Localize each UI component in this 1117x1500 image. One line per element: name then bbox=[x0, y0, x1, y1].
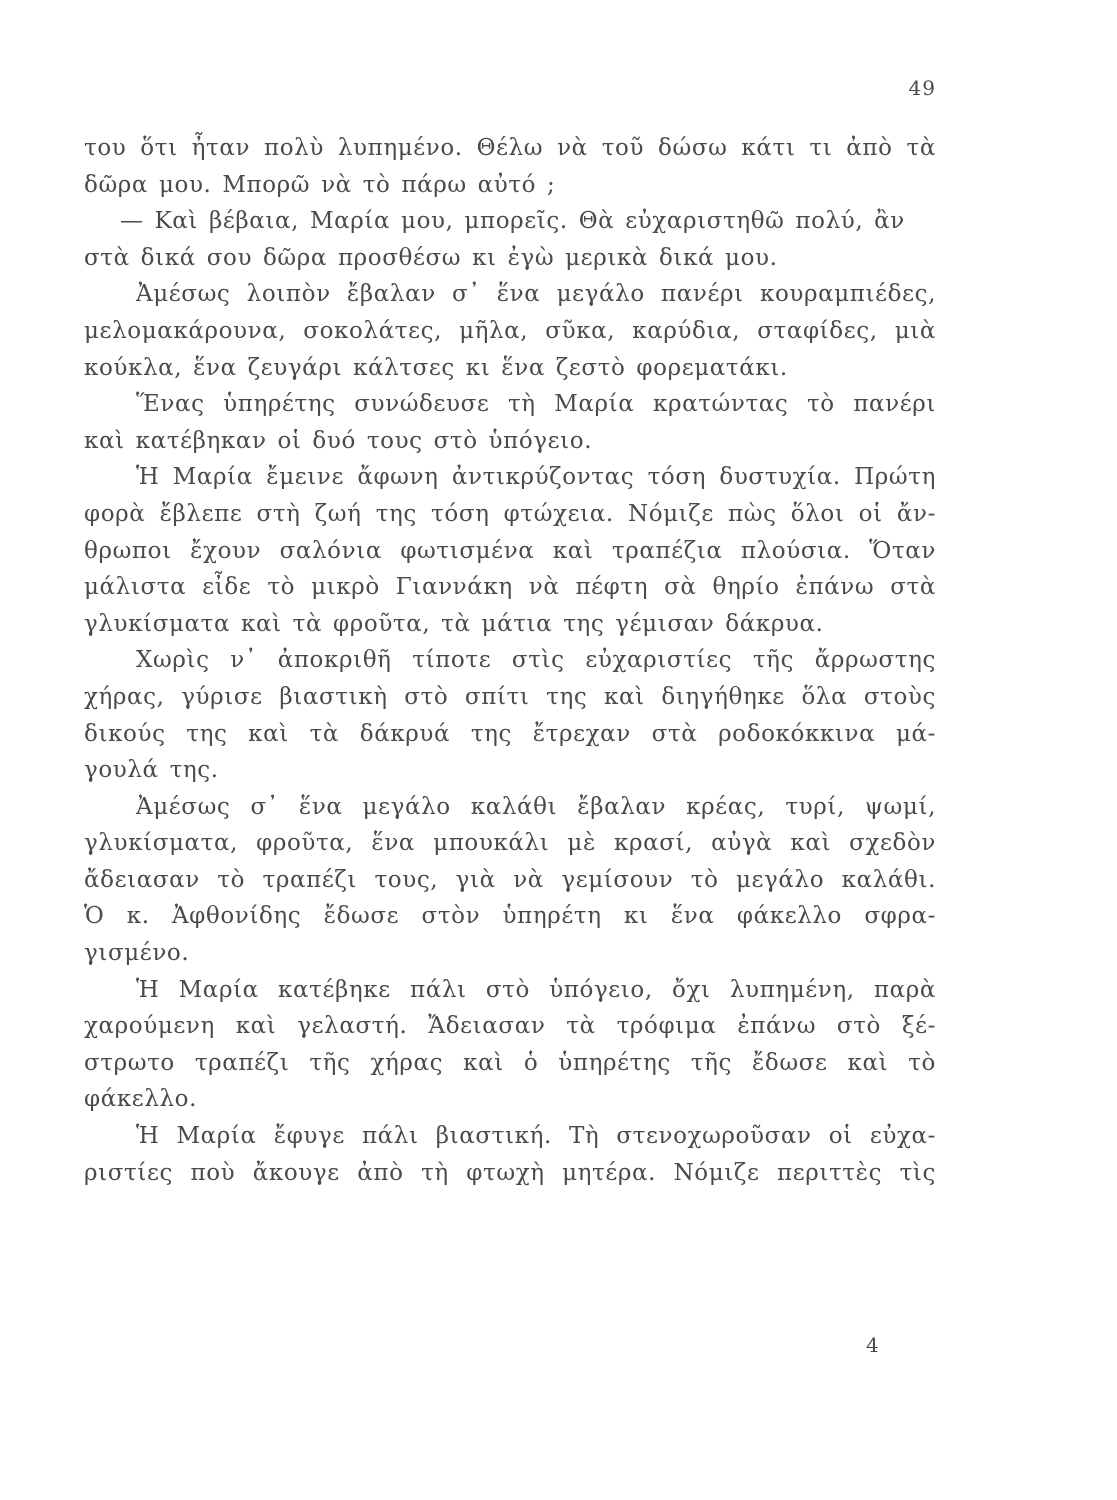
text-line: Ἡ Μαρία ἔμεινε ἄφωνη ἀντικρύζοντας τόση δυστυχία. Πρώτη bbox=[136, 464, 936, 491]
text-line: μελομακάρουνα, σοκολάτες, μῆλα, σῦκα, καρύδια, σταφίδες, μιὰ bbox=[84, 317, 936, 344]
text-line: γουλά της. bbox=[84, 757, 219, 784]
body-text bbox=[84, 130, 936, 1191]
text-line: Ἀμέσως λοιπὸν ἔβαλαν σ᾽ ἕνα μεγάλο πανέρι κουραμπιέδες, bbox=[136, 281, 936, 308]
text-line: γλυκίσματα, φροῦτα, ἕνα μπουκάλι μὲ κρασί, αὐγὰ καὶ σχεδὸν bbox=[84, 830, 936, 857]
text-line: Ἀμέσως σ᾽ ἕνα μεγάλο καλάθι ἔβαλαν κρέας, τυρί, ψωμί, bbox=[136, 793, 936, 820]
text-line: Ὁ κ. Ἀφθονίδης ἔδωσε στὸν ὑπηρέτη κι ἕνα φάκελλο σφρα- bbox=[84, 903, 936, 930]
text-line: γλυκίσματα καὶ τὰ φροῦτα, τὰ μάτια της γέμισαν δάκρυα. bbox=[84, 610, 824, 637]
text-line: ἄδειασαν τὸ τραπέζι τους, γιὰ νὰ γεμίσουν τὸ μεγάλο καλάθι. bbox=[84, 866, 936, 893]
text-line: θρωποι ἔχουν σαλόνια φωτισμένα καὶ τραπέζια πλούσια. Ὅταν bbox=[84, 537, 936, 564]
text-line: καὶ κατέβηκαν οἱ δυό τους στὸ ὑπόγειο. bbox=[84, 427, 593, 454]
text-line: — Καὶ βέβαια, Μαρία μου, μπορεῖς. Θὰ εὐχαριστηθῶ πολύ, ἂν bbox=[120, 208, 905, 235]
text-line: γισμένο. bbox=[84, 940, 190, 967]
text-line: δικούς της καὶ τὰ δάκρυά της ἔτρεχαν στὰ ροδοκόκκινα μά- bbox=[84, 720, 936, 747]
printer-signature-mark: 4 bbox=[866, 1333, 879, 1357]
text-line: του ὅτι ἦταν πολὺ λυπημένο. Θέλω νὰ τοῦ δώσω κάτι τι ἀπὸ τὰ bbox=[84, 135, 936, 161]
text-line: ριστίες ποὺ ἄκουγε ἀπὸ τὴ φτωχὴ μητέρα. Νόμιζε περιττὲς τὶς bbox=[84, 1159, 936, 1186]
text-line: δῶρα μου. Μπορῶ νὰ τὸ πάρω αὐτό ; bbox=[84, 171, 556, 198]
text-line: φορὰ ἔβλεπε στὴ ζωή της τόση φτώχεια. Νόμιζε πὼς ὅλοι οἱ ἄν- bbox=[84, 500, 936, 527]
text-line: φάκελλο. bbox=[84, 1086, 198, 1113]
text-line: Ἡ Μαρία ἔφυγε πάλι βιαστική. Τὴ στενοχωροῦσαν οἱ εὐχα- bbox=[136, 1123, 936, 1150]
text-line: κούκλα, ἕνα ζευγάρι κάλτσες κι ἕνα ζεστὸ φορεματάκι. bbox=[84, 354, 788, 381]
text-line: Ἕνας ὑπηρέτης συνώδευσε τὴ Μαρία κρατώντας τὸ πανέρι bbox=[136, 391, 936, 418]
text-line: στρωτο τραπέζι τῆς χήρας καὶ ὁ ὑπηρέτης τῆς ἔδωσε καὶ τὸ bbox=[84, 1049, 936, 1076]
text-line: χήρας, γύρισε βιαστικὴ στὸ σπίτι της καὶ διηγήθηκε ὅλα στοὺς bbox=[84, 683, 936, 710]
text-line: Χωρὶς ν᾽ ἀποκριθῆ τίποτε στὶς εὐχαριστίες τῆς ἄρρωστης bbox=[136, 647, 936, 674]
text-line: στὰ δικά σου δῶρα προσθέσω κι ἐγὼ μερικὰ δικά μου. bbox=[84, 244, 778, 271]
page-number: 49 bbox=[908, 76, 936, 100]
text-line: μάλιστα εἶδε τὸ μικρὸ Γιαννάκη νὰ πέφτη σὰ θηρίο ἐπάνω στὰ bbox=[84, 574, 936, 601]
text-line: χαρούμενη καὶ γελαστή. Ἄδειασαν τὰ τρόφιμα ἐπάνω στὸ ξέ- bbox=[84, 1013, 936, 1040]
text-line: Ἡ Μαρία κατέβηκε πάλι στὸ ὑπόγειο, ὄχι λυπημένη, παρὰ bbox=[136, 976, 936, 1003]
